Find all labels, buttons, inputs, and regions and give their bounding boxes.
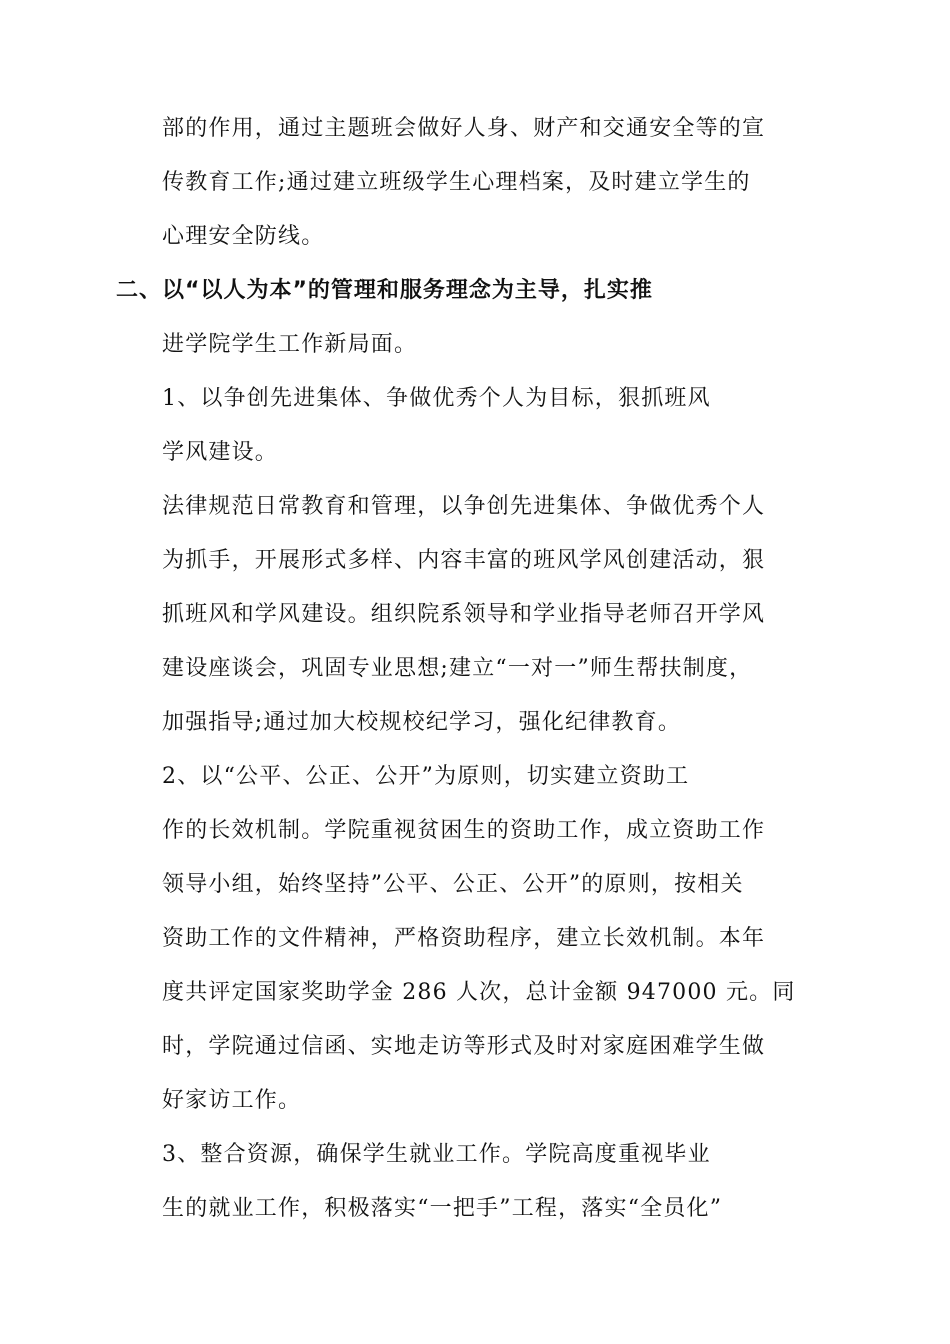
text-line: 部的作用，通过主题班会做好人身、财产和交通安全等的宣 <box>162 116 766 141</box>
text-line: 法律规范日常教育和管理，以争创先进集体、争做优秀个人 <box>162 494 766 519</box>
text-line: 建设座谈会，巩固专业思想;建立“一对一”师生帮扶制度， <box>162 656 753 681</box>
text-line: 领导小组，始终坚持”公平、公正、公开”的原则，按相关 <box>162 872 744 897</box>
text-line: 为抓手，开展形式多样、内容丰富的班风学风创建活动，狠 <box>162 548 766 573</box>
text-line: 加强指导;通过加大校规校纪学习，强化纪律教育。 <box>162 710 682 735</box>
text-line: 时，学院通过信函、实地走访等形式及时对家庭困难学生做 <box>162 1034 766 1059</box>
text-line: 心理安全防线。 <box>162 224 325 249</box>
text-line: 度共评定国家奖助学金 286 人次，总计金额 947000 元。同 <box>162 980 796 1005</box>
text-line: 资助工作的文件精神，严格资助程序，建立长效机制。本年 <box>162 926 766 951</box>
text-line: 作的长效机制。学院重视贫困生的资助工作，成立资助工作 <box>162 818 766 843</box>
subsection-title: 3、整合资源，确保学生就业工作。学院高度重视毕业 <box>162 1142 711 1167</box>
section-heading: 二、以“以人为本”的管理和服务理念为主导，扎实推 <box>116 278 653 303</box>
subsection-title: 2、以“公平、公正、公开”为原则，切实建立资助工 <box>162 764 690 789</box>
text-line: 好家访工作。 <box>162 1088 302 1113</box>
text-line: 学风建设。 <box>162 440 279 465</box>
text-line: 进学院学生工作新局面。 <box>162 332 418 357</box>
subsection-title: 1、以争创先进集体、争做优秀个人为目标，狠抓班风 <box>162 386 711 411</box>
text-line: 抓班风和学风建设。组织院系领导和学业指导老师召开学风 <box>162 602 766 627</box>
text-line: 生的就业工作，积极落实“一把手”工程，落实“全员化” <box>162 1196 723 1221</box>
text-line: 传教育工作;通过建立班级学生心理档案，及时建立学生的 <box>162 170 751 195</box>
